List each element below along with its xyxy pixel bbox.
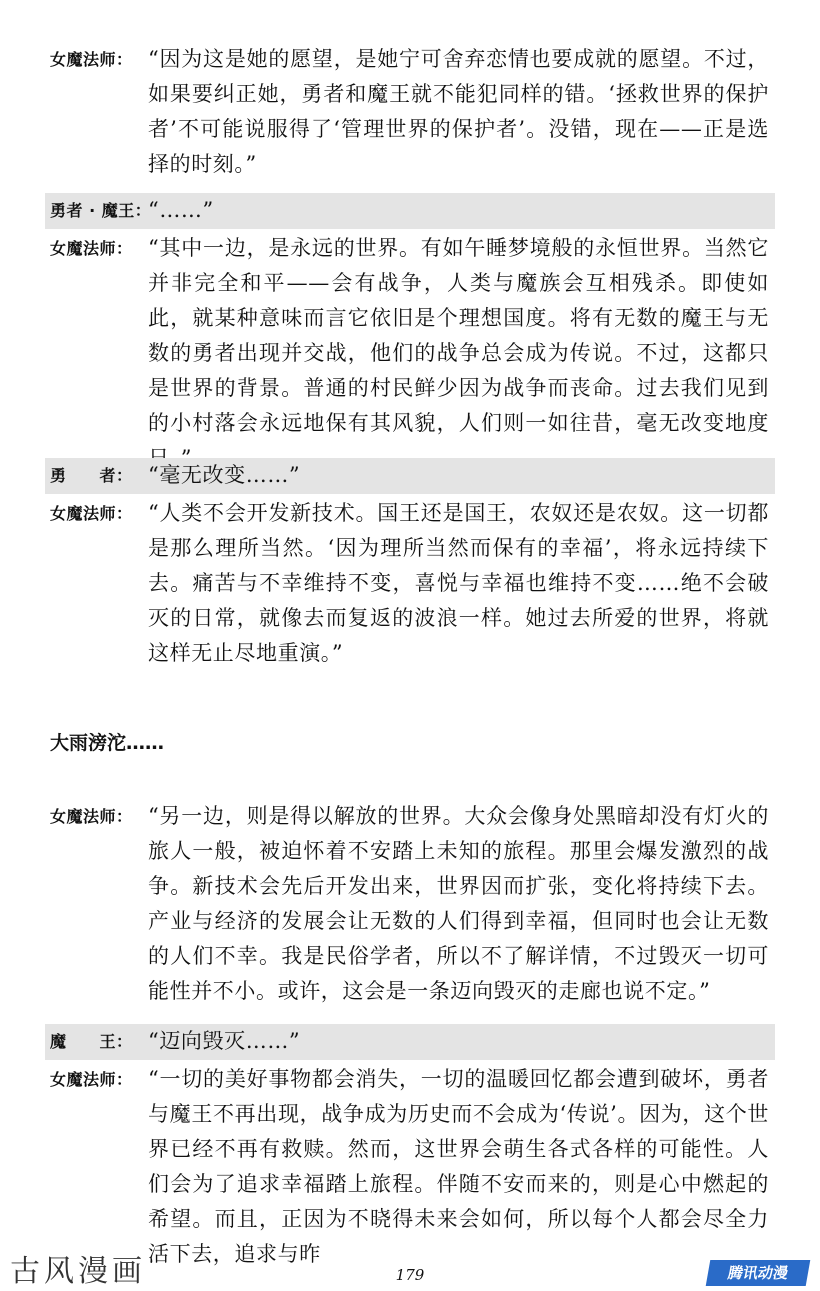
dialogue-line-3 bbox=[45, 231, 775, 476]
dialogue-line-5 bbox=[45, 496, 775, 671]
speaker-label: 勇 者： bbox=[50, 466, 133, 485]
speech-text: “其中一边，是永远的世界。有如午睡梦境般的永恒世界。当然它并非完全和平——会有战争，人类与魔族会互相残杀。即使如此，就某种意味而言它依旧是个理想国度。将有无数的魔王与无数的勇者出现并交战，他们的战争总会成为传说。不过，这都只是世界的背景。普通的村民鲜少因为战争而丧命。过去我们见到的小村落会永远地保有其风貌，人们则一如往昔，毫无改变地度 bbox=[148, 236, 769, 435]
watermark-logo-left: 古风漫画 bbox=[10, 1254, 146, 1289]
dialogue-line-6 bbox=[45, 799, 775, 1009]
dialogue-line-4 bbox=[45, 458, 775, 494]
dialogue-line-1 bbox=[45, 42, 775, 182]
speaker-label: 魔 王： bbox=[50, 1032, 133, 1051]
speaker-label: 女魔法师： bbox=[50, 504, 133, 523]
dialogue-line-2 bbox=[45, 193, 775, 229]
speech-text: “人类不会开发新技术。国王还是国王，农奴还是农奴。这一切都是那么理所当然。‘因为理所当然而保有的幸福’，将永远持续下去。痛苦与不幸维持不变，喜悦与幸福也维持不变……绝不会破灭的日常，就像去而复返的波浪一样。她过去所爱的世界，将就这样无止尽地重演。” bbox=[148, 501, 769, 665]
speech-text: “因为这是她的愿望，是她宁可舍弃恋情也要成就的愿望。不过，如果要纠正她，勇者和魔王就不能犯同样的错。‘拯救世界的保护者’不可能说服得了‘管理世界的保护者’。没错，现在——正是选择的时刻。” bbox=[148, 47, 769, 176]
speech-text: “一切的美好事物都会消失，一切的温暖回忆都会遭到破坏，勇者与魔王不再出现，战争成为历史而不会成为‘传说’。因为，这个世界已经不再有救赎。然而，这世界会萌生各式各样的可能性。人们会为了追求幸福踏上旅程。伴随不安而来的，则是心中燃起的希望。而且，正因为不晓得未来会如何，所以每个人都会尽全力活下去，追求与昨 bbox=[148, 1067, 769, 1266]
speaker-label: 女魔法师： bbox=[50, 807, 133, 826]
dialogue-line-8 bbox=[45, 1062, 775, 1272]
speech-text: “毫无改变……” bbox=[148, 463, 301, 487]
page-number: 179 bbox=[395, 1266, 425, 1284]
scene-heading: 大雨滂沱…… bbox=[50, 732, 165, 754]
watermark-logo-right: 腾讯动漫 bbox=[706, 1260, 811, 1286]
speaker-label: 女魔法师： bbox=[50, 239, 133, 258]
speaker-label: 女魔法师： bbox=[50, 1070, 133, 1089]
dialogue-line-7 bbox=[45, 1024, 775, 1060]
speaker-label: 勇者 · 魔王： bbox=[50, 201, 152, 220]
speech-text: “……” bbox=[148, 198, 214, 222]
speech-text: “另一边，则是得以解放的世界。大众会像身处黑暗却没有灯火的旅人一般，被迫怀着不安踏上未知的旅程。那里会爆发激烈的战争。新技术会先后开发出来，世界因而扩张，变化将持续下去。产业与经济的发展会让无数的人们得到幸福，但同时也会让无数的人们不幸。我是民俗学者，所以不了解详情，不过毁灭一切可能性并不小。或许，这会是一条迈向毁灭的走廊也说不定。” bbox=[148, 804, 769, 1003]
speech-text: “迈向毁灭……” bbox=[148, 1029, 301, 1053]
speaker-label: 女魔法师： bbox=[50, 50, 133, 69]
